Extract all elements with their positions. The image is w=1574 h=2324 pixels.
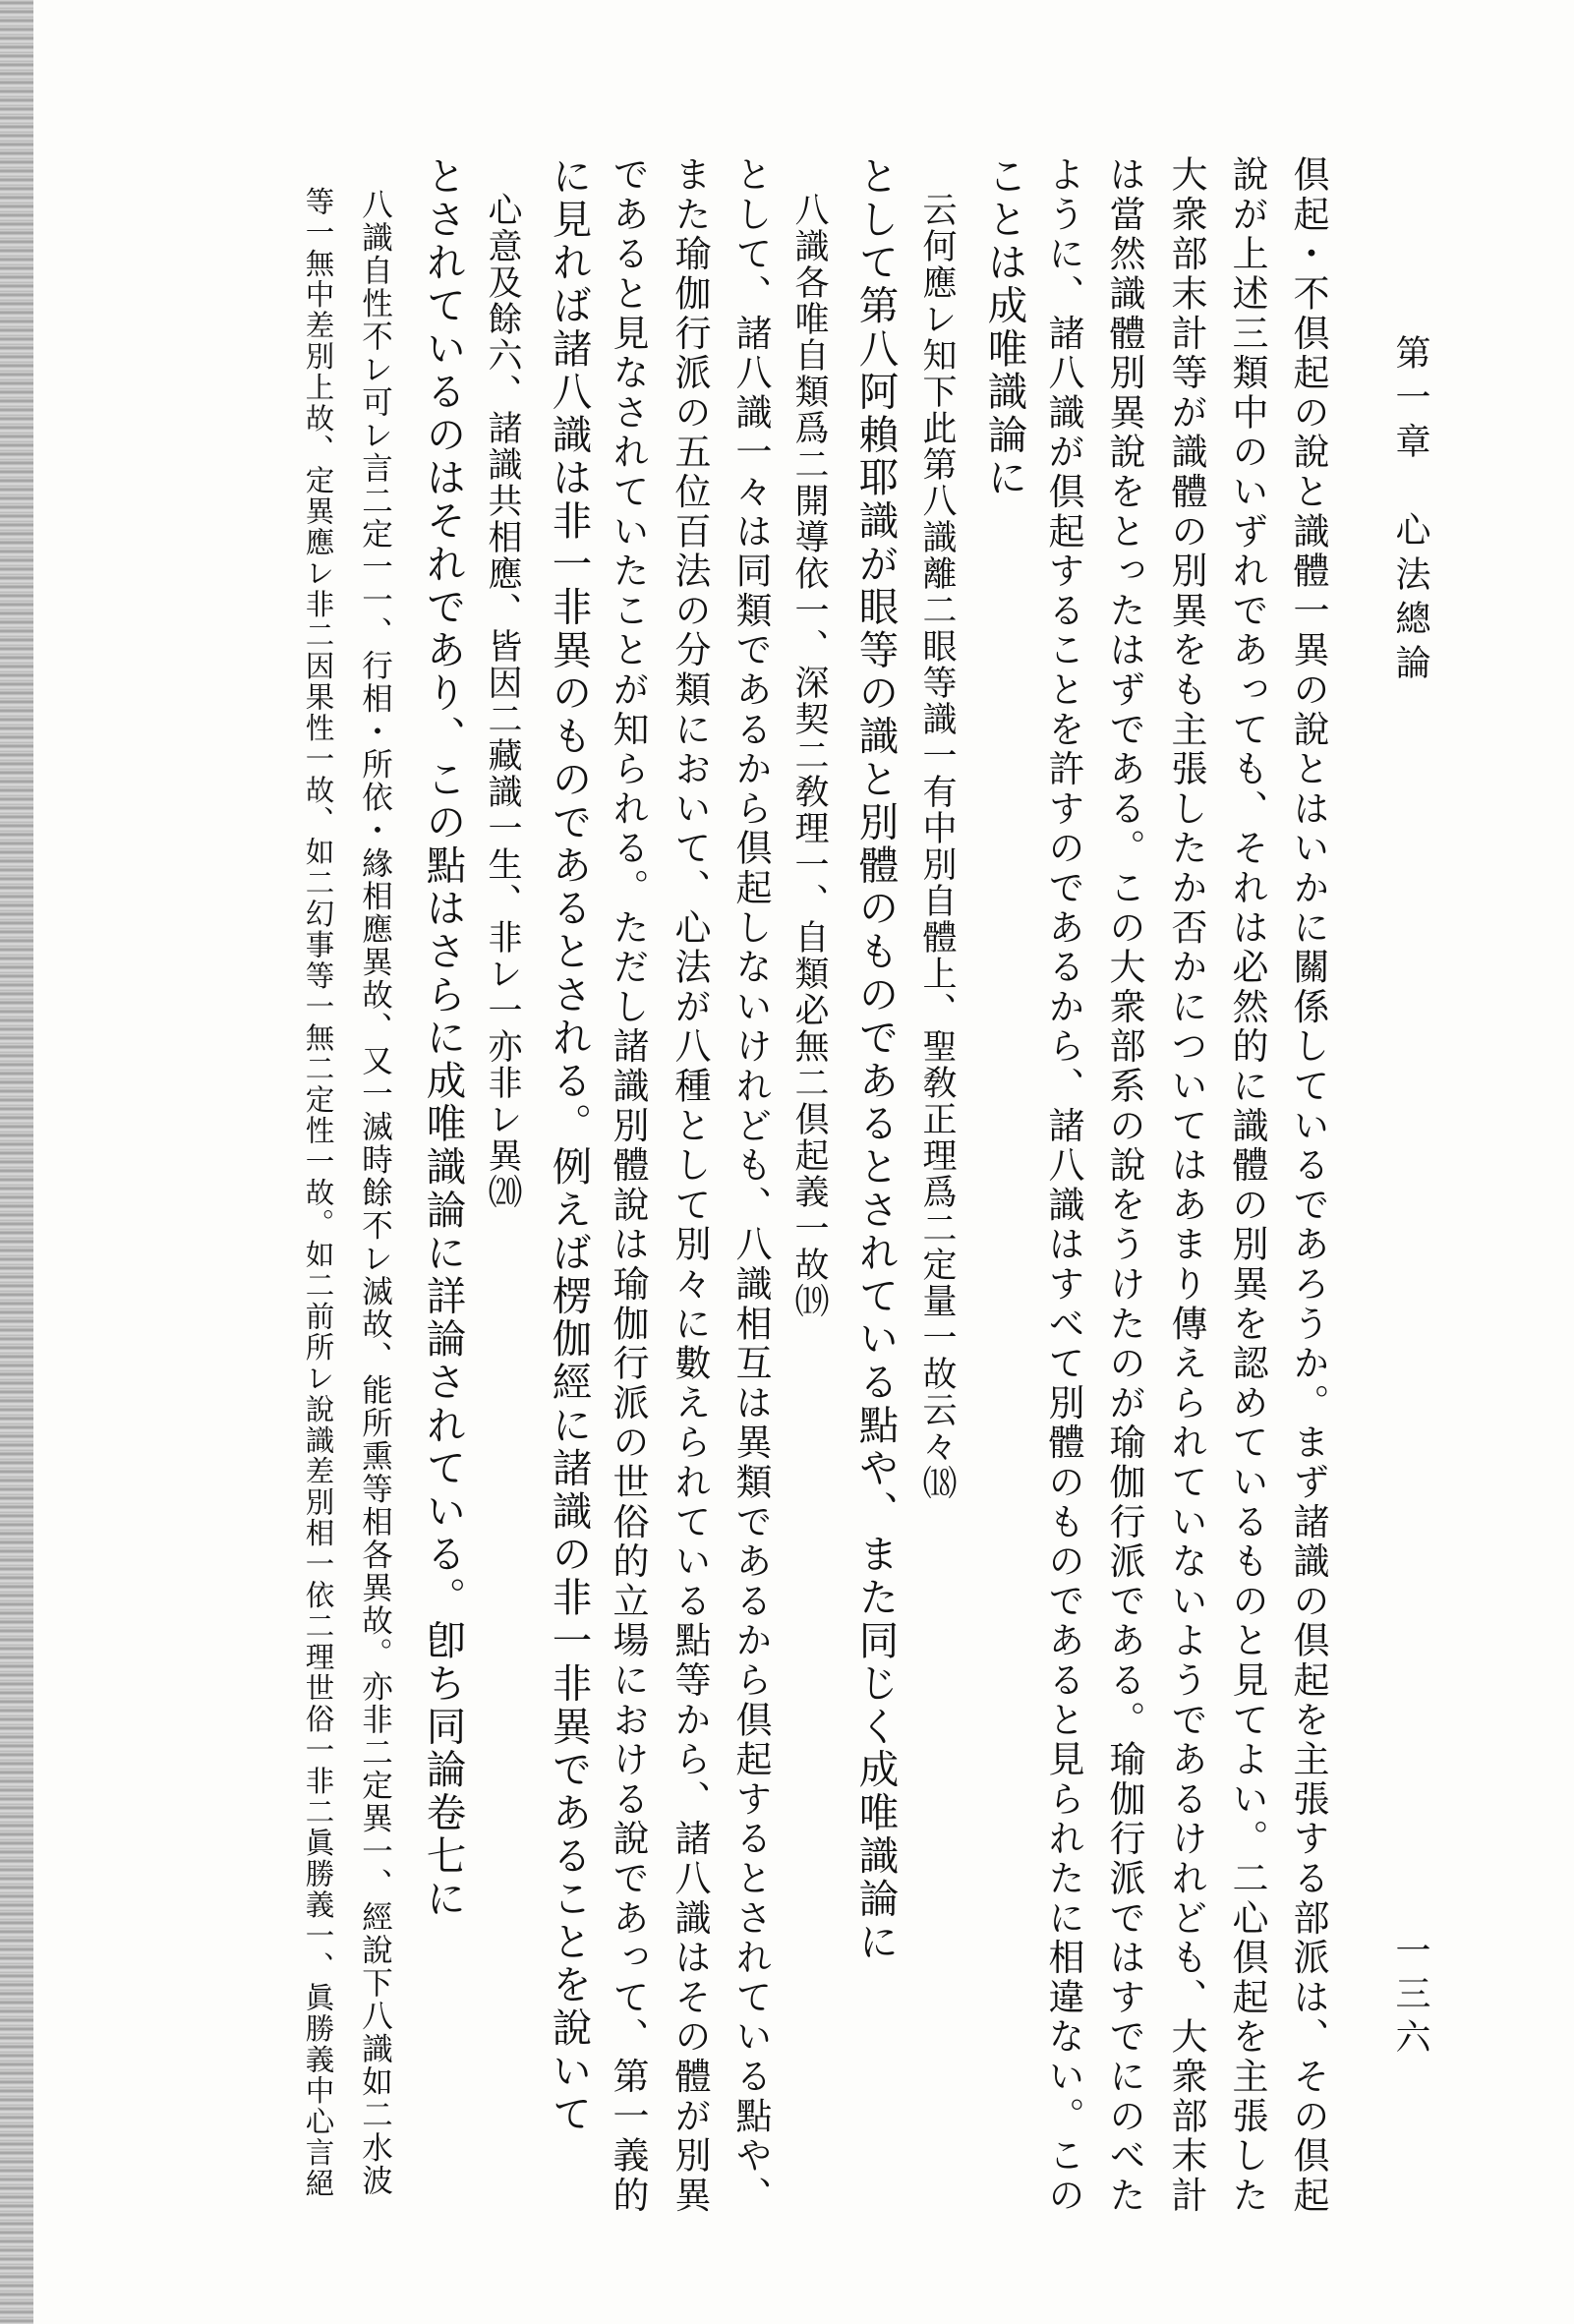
text-column: 說が上述三類中のいずれであっても、それは必然的に識體の別異を認めているものと見てよい。二心倶起を主張した [1226, 155, 1268, 2216]
quotation-column: 等一無中差別上故、定異應レ非二因果性一故、如二幻事等一無二定性一故。如二前所レ說識差別相一依二理世俗一非二眞勝義一、眞勝義中心言絕 [301, 155, 335, 2199]
text-column: ように、諸八識が倶起することを許すのであるから、諸八識はすべて別體のものであると見られたに相違ない。この [1042, 155, 1084, 2216]
text-column: に見れば諸八識は非一非異のものであるとされる。例えば楞伽經に諸識の非一非異であることを說いて [545, 155, 593, 2136]
text-column: とされているのはそれであり、この點はさらに成唯識論に詳論されている。卽ち同論卷七に [419, 155, 467, 1921]
running-header [1367, 147, 1435, 2064]
text-column: 大衆部末計等が識體の別異をも主張したか否かについてはあまり傳えられていないようであるけれども、大衆部末計 [1165, 155, 1207, 2216]
text-column: 倶起・不倶起の說と識體一異の說とはいかに關係しているであろうか。まず諸識の倶起を主張する部派は、その倶起 [1287, 155, 1329, 2216]
quotation-column: 八識自性不レ可レ言二定一一、行相・所依・緣相應異故、又一滅時餘不レ滅故、能所熏等相各異故。亦非二定異一、經說下八識如二水波 [357, 155, 393, 2197]
text-column: は當然識體別異說をとったはずである。この大衆部系の說をうけたのが瑜伽行派である。瑜伽行派ではすでにのべた [1103, 155, 1145, 2216]
chapter-title: 第一章 心法總論 [1390, 334, 1430, 688]
text-column: であると見なされていたことが知られる。ただし諸識別體說は瑜伽行派の世俗的立場における說であって、第一義的 [607, 155, 649, 2216]
text-column: また瑜伽行派の五位百法の分類において、心法が八種として別々に數えられている點等から、諸八識はその體が別異 [669, 155, 711, 2216]
text-column: として、諸八識一々は同類であるから倶起しないけれども、八識相互は異類であるから倶起するとされている點や、 [729, 155, 772, 2216]
quotation-column: 八識各唯自類爲二開導依一、深契二敎理一、自類必無二倶起義一故⒆ [789, 155, 829, 1319]
quotation-column: 心意及餘六、諸識共相應、皆因二藏識一生、非レ一亦非レ異⒇ [483, 155, 522, 1210]
text-column: ことは成唯識論に [980, 155, 1028, 500]
text-column: として第八阿賴耶識が眼等の識と別體のものであるとされている點や、また同じく成唯識論に [851, 155, 900, 1964]
page-number: 一三六 [1390, 1932, 1430, 2062]
quotation-column: 云何應レ知下此第八識離二眼等識一有中別自體上、聖敎正理爲二定量一故云々⒅ [917, 155, 957, 1501]
